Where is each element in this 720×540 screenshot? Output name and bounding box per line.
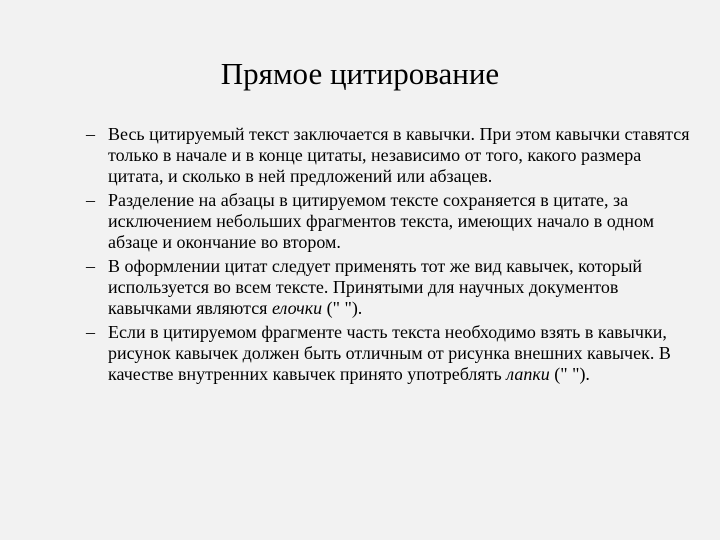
bullet-text-italic: лапки bbox=[506, 364, 550, 384]
bullet-item bbox=[86, 256, 696, 319]
bullet-text-part: (" "). bbox=[322, 298, 363, 318]
bullet-item bbox=[86, 124, 696, 187]
bullet-text-part: В оформлении цитат следует применять тот же вид кавычек, который используется во всем тексте. Принятыми для научных документов кавычками являются bbox=[108, 256, 643, 318]
bullet-text bbox=[108, 256, 642, 318]
bullet-text bbox=[108, 190, 654, 252]
bullet-text-part: (" "). bbox=[549, 364, 590, 384]
bullet-text bbox=[108, 124, 689, 186]
bullet-item bbox=[86, 322, 696, 385]
bullet-dash: – bbox=[86, 322, 95, 342]
bullet-text-part: Разделение на абзацы в цитируемом тексте сохраняется в цитате, за исключением небольших фрагментов текста, имеющих начало в одном абзаце и окончание во втором. bbox=[108, 190, 655, 252]
slide-title: Прямое цитирование bbox=[220, 56, 500, 91]
bullet-dash: – bbox=[86, 190, 95, 210]
bullet-dash: – bbox=[86, 256, 95, 276]
bullet-text-part: Весь цитируемый текст заключается в кавычки. При этом кавычки ставятся только в начале и в конце цитаты, независимо от того, какого размера цитата, и сколько в ней предложений или абзацев. bbox=[108, 124, 690, 186]
bullet-dash: – bbox=[86, 124, 95, 144]
bullet-item bbox=[86, 190, 696, 253]
bullet-list bbox=[86, 124, 696, 388]
bullet-text-part: Если в цитируемом фрагменте часть текста необходимо взять в кавычки, рисунок кавычек должен быть отличным от рисунка внешних кавычек. В качестве внутренних кавычек принято употреблять bbox=[108, 322, 671, 384]
bullet-text-italic: елочки bbox=[271, 298, 323, 318]
bullet-text bbox=[108, 322, 671, 384]
